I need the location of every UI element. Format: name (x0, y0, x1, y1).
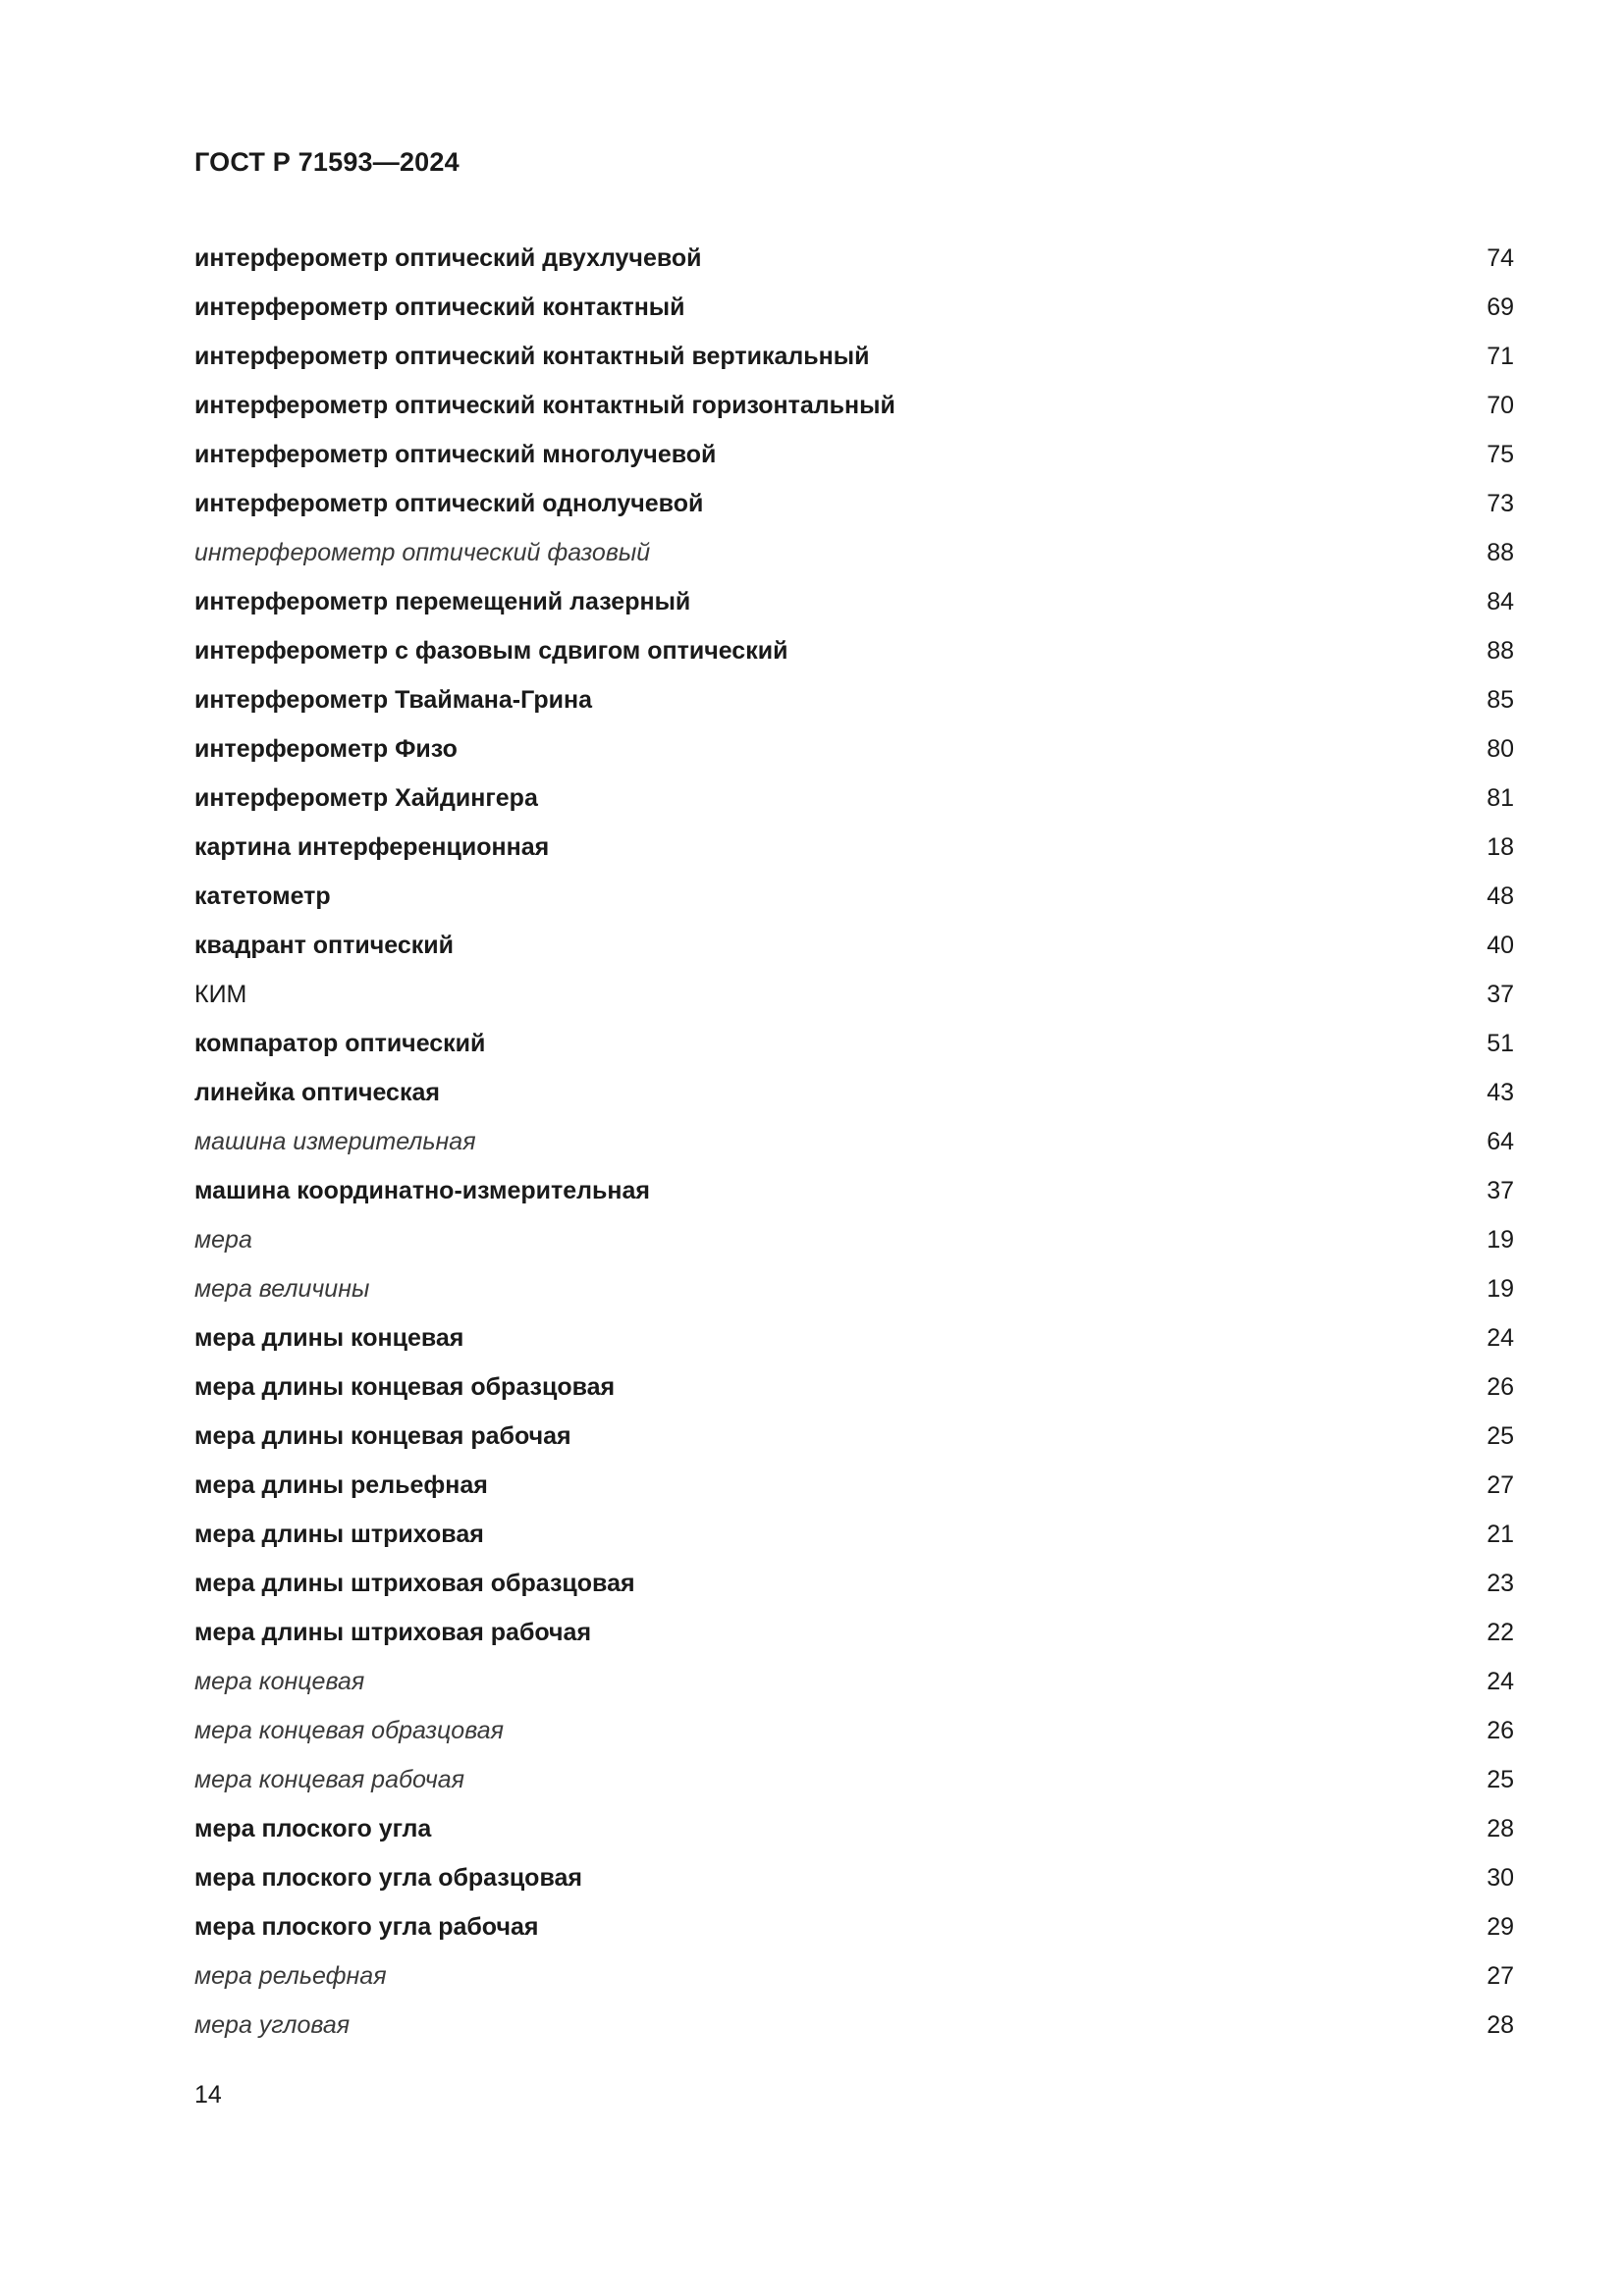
index-term: мера (194, 1225, 252, 1254)
index-entry (194, 1461, 1514, 1510)
index-page-ref: 81 (1487, 783, 1514, 812)
index-page-ref: 74 (1487, 243, 1514, 272)
index-term: мера плоского угла образцовая (194, 1863, 582, 1892)
index-term: катетометр (194, 881, 331, 910)
index-entry (194, 283, 1514, 332)
index-term: КИМ (194, 980, 247, 1008)
index-entry (194, 1706, 1514, 1755)
index-term: машина измерительная (194, 1127, 476, 1155)
index-term: мера угловая (194, 2010, 351, 2039)
index-entry (194, 1362, 1514, 1412)
index-term: квадрант оптический (194, 931, 455, 959)
index-term: мера величины (194, 1274, 370, 1303)
index-entry (194, 1264, 1514, 1313)
index-term: мера длины концевая (194, 1323, 464, 1352)
index-page-ref: 25 (1487, 1421, 1514, 1450)
index-page-ref: 71 (1487, 342, 1514, 370)
index-term: компаратор оптический (194, 1029, 486, 1057)
index-term: машина координатно-измерительная (194, 1176, 650, 1204)
page-number: 14 (194, 2081, 222, 2109)
index-entry (194, 479, 1514, 528)
index-page-ref: 19 (1487, 1274, 1514, 1303)
index-entry (194, 970, 1514, 1019)
index-entry (194, 577, 1514, 626)
index-page-ref: 85 (1487, 685, 1514, 714)
index-term: мера плоского угла (194, 1814, 432, 1842)
index-entry (194, 1608, 1514, 1657)
index-entry (194, 1068, 1514, 1117)
index-page-ref: 30 (1487, 1863, 1514, 1892)
index-entry (194, 1166, 1514, 1215)
index-entry (194, 381, 1514, 430)
index-page-ref: 24 (1487, 1667, 1514, 1695)
index-term: мера длины рельефная (194, 1470, 488, 1499)
index-term: интерферометр оптический фазовый (194, 538, 651, 566)
index-term: мера длины концевая рабочая (194, 1421, 571, 1450)
index-term: мера концевая (194, 1667, 365, 1695)
index-term: мера длины штриховая (194, 1520, 484, 1548)
index-page-ref: 24 (1487, 1323, 1514, 1352)
index-page-ref: 70 (1487, 391, 1514, 419)
index-entry (194, 626, 1514, 675)
index-page-ref: 26 (1487, 1372, 1514, 1401)
index-page-ref: 40 (1487, 931, 1514, 959)
index-term: интерферометр Хайдингера (194, 783, 538, 812)
index-term: интерферометр оптический двухлучевой (194, 243, 702, 272)
index-entry (194, 234, 1514, 283)
index-page-ref: 37 (1487, 980, 1514, 1008)
index-term: интерферометр Физо (194, 734, 458, 763)
index-term: мера рельефная (194, 1961, 387, 1990)
index-term: интерферометр оптический многолучевой (194, 440, 717, 468)
index-term: интерферометр оптический контактный (194, 293, 685, 321)
document-header: ГОСТ Р 71593—2024 (194, 147, 460, 177)
index-page-ref: 23 (1487, 1569, 1514, 1597)
index-entry (194, 2001, 1514, 2050)
index-entry (194, 774, 1514, 823)
index-entry (194, 1657, 1514, 1706)
index-term: картина интерференционная (194, 832, 550, 861)
index-page-ref: 88 (1487, 538, 1514, 566)
index-term: интерферометр оптический однолучевой (194, 489, 704, 517)
alphabetical-index (194, 234, 1514, 2050)
index-entry (194, 1215, 1514, 1264)
index-page-ref: 48 (1487, 881, 1514, 910)
index-page-ref: 51 (1487, 1029, 1514, 1057)
index-page-ref: 25 (1487, 1765, 1514, 1793)
index-entry (194, 921, 1514, 970)
index-page-ref: 80 (1487, 734, 1514, 763)
index-entry (194, 1755, 1514, 1804)
index-page-ref: 28 (1487, 1814, 1514, 1842)
index-page-ref: 64 (1487, 1127, 1514, 1155)
index-entry (194, 1510, 1514, 1559)
index-term: мера длины штриховая образцовая (194, 1569, 635, 1597)
index-page-ref: 19 (1487, 1225, 1514, 1254)
index-page-ref: 88 (1487, 636, 1514, 665)
index-term: мера концевая рабочая (194, 1765, 465, 1793)
index-page-ref: 27 (1487, 1961, 1514, 1990)
index-term: интерферометр Тваймана-Грина (194, 685, 592, 714)
index-term: мера концевая образцовая (194, 1716, 504, 1744)
index-page-ref: 28 (1487, 2010, 1514, 2039)
index-page-ref: 26 (1487, 1716, 1514, 1744)
index-term: интерферометр оптический контактный вертикальный (194, 342, 870, 370)
index-entry (194, 1313, 1514, 1362)
index-page-ref: 37 (1487, 1176, 1514, 1204)
index-page-ref: 43 (1487, 1078, 1514, 1106)
index-entry (194, 823, 1514, 872)
index-entry (194, 1951, 1514, 2001)
index-entry (194, 430, 1514, 479)
index-page-ref: 18 (1487, 832, 1514, 861)
index-page-ref: 84 (1487, 587, 1514, 615)
index-term: интерферометр с фазовым сдвигом оптический (194, 636, 788, 665)
index-term: интерферометр оптический контактный горизонтальный (194, 391, 895, 419)
index-term: мера длины концевая образцовая (194, 1372, 616, 1401)
index-entry (194, 528, 1514, 577)
index-page-ref: 69 (1487, 293, 1514, 321)
index-page-ref: 22 (1487, 1618, 1514, 1646)
index-page-ref: 21 (1487, 1520, 1514, 1548)
index-entry (194, 1559, 1514, 1608)
index-entry (194, 724, 1514, 774)
index-page-ref: 29 (1487, 1912, 1514, 1941)
index-entry (194, 1902, 1514, 1951)
index-entry (194, 1019, 1514, 1068)
index-page-ref: 27 (1487, 1470, 1514, 1499)
index-entry (194, 1117, 1514, 1166)
index-term: мера длины штриховая рабочая (194, 1618, 592, 1646)
index-page-ref: 73 (1487, 489, 1514, 517)
index-term: мера плоского угла рабочая (194, 1912, 539, 1941)
index-entry (194, 332, 1514, 381)
index-entry (194, 675, 1514, 724)
index-term: линейка оптическая (194, 1078, 440, 1106)
index-entry (194, 1804, 1514, 1853)
index-term: интерферометр перемещений лазерный (194, 587, 691, 615)
index-entry (194, 872, 1514, 921)
index-entry (194, 1412, 1514, 1461)
index-entry (194, 1853, 1514, 1902)
index-page-ref: 75 (1487, 440, 1514, 468)
